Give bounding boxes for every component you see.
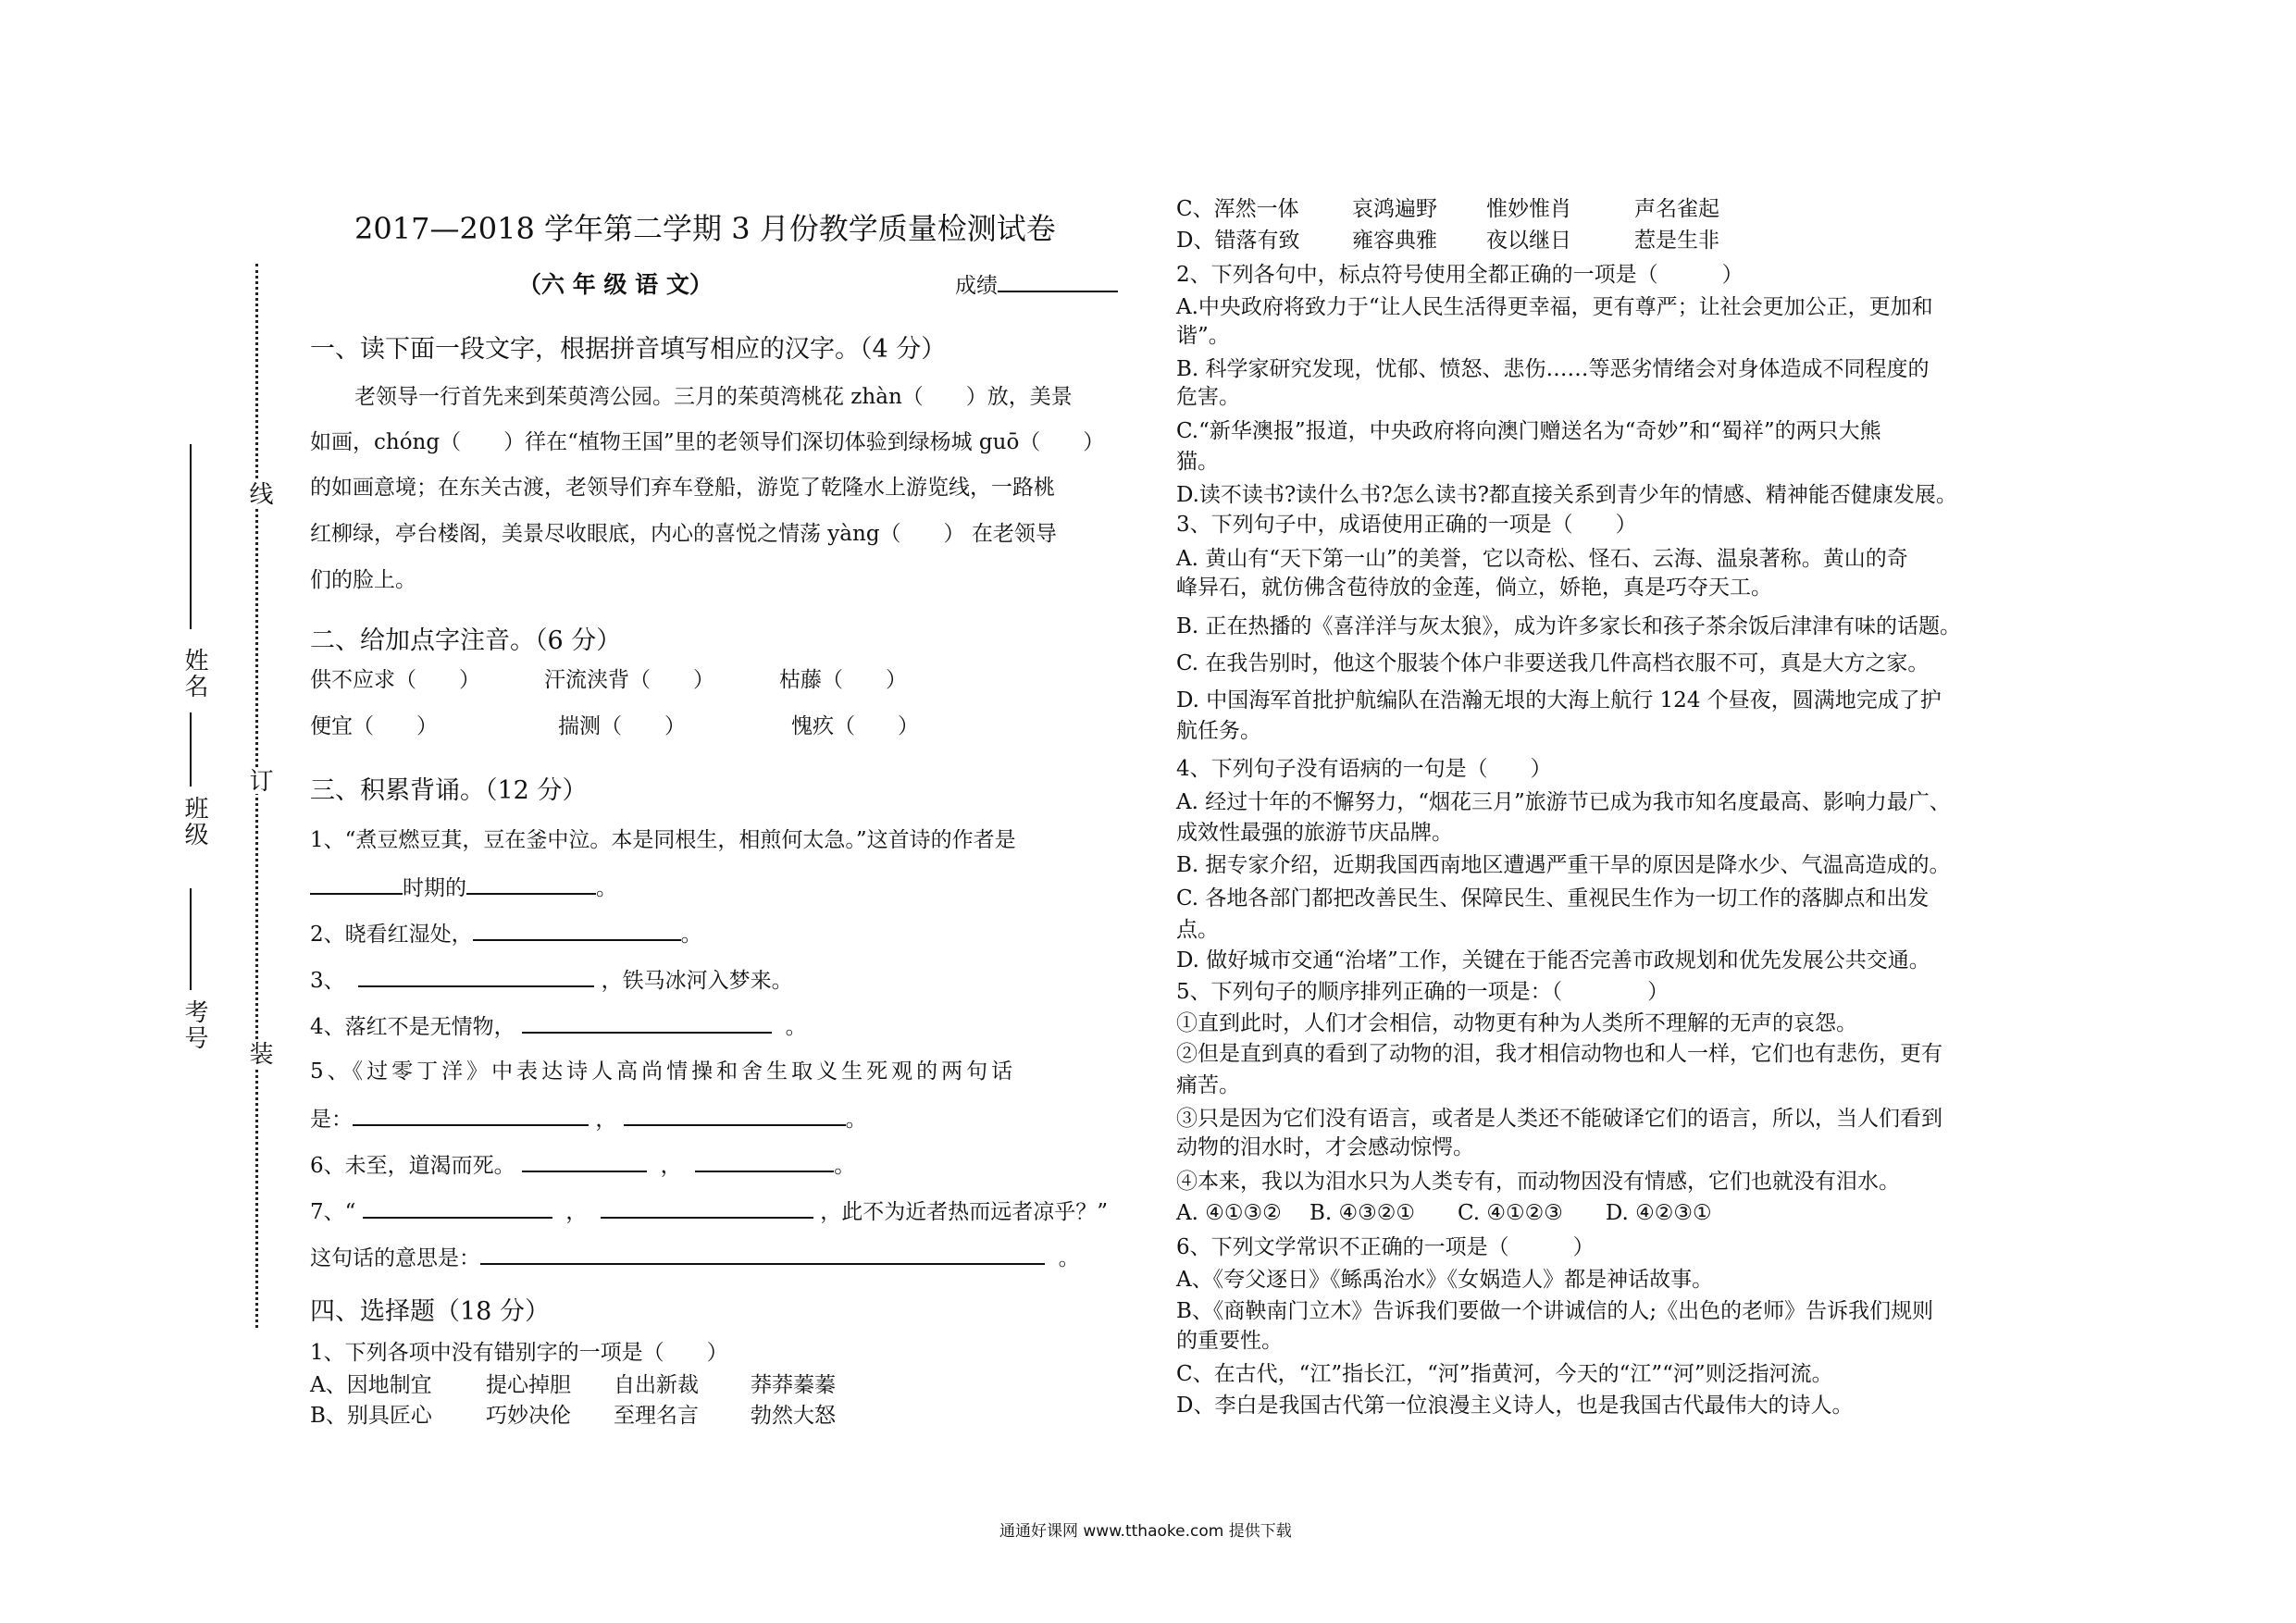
recite-q6-blank-2[interactable] — [695, 1150, 834, 1172]
right-line-19: B. 据专家介绍，近期我国西南地区遭遇严重干旱的原因是降水少、气温高造成的。 — [1176, 853, 1951, 877]
score-label — [955, 268, 1118, 299]
score-label-text: 成绩 — [955, 274, 998, 298]
recite-q3-text: 3、 — [310, 969, 345, 993]
recite-q7 — [310, 1196, 1108, 1226]
right-line-17: A. 经过十年的不懈努力，“烟花三月”旅游节已成为我市知名度最高、影响力最广、 — [1176, 790, 1951, 814]
recite-q7-meaning-blank[interactable] — [480, 1243, 1045, 1265]
choice-q1-option-a — [310, 1371, 836, 1399]
right-line-30: A. ④①③② B. ④③②① C. ④①②③ D. ④②③① — [1176, 1201, 1712, 1225]
right-line-5: 危害。 — [1176, 385, 1240, 409]
right-line-1: 2、下列各句中，标点符号使用全都正确的一项是（ ） — [1176, 263, 1744, 287]
footer-text: 通通好课网 www.tthaoke.com 提供下载 — [999, 1522, 1292, 1541]
binding-dotted-line — [255, 264, 258, 1328]
binding-mark-zhuang: 装 — [242, 1041, 277, 1067]
recite-q3 — [310, 965, 793, 995]
right-line-23: 5、下列句子的顺序排列正确的一项是：（ ） — [1176, 980, 1669, 1004]
right-line-3: 谐”。 — [1176, 324, 1230, 348]
recite-q4-end: 。 — [785, 1015, 807, 1039]
recite-q3-end: ，铁马冰河入梦来。 — [601, 969, 793, 993]
right-line-28: 动物的泪水时，才会感动惊愕。 — [1176, 1135, 1474, 1159]
option-b-3: 至理名言 — [614, 1404, 699, 1428]
recite-q4 — [310, 1011, 807, 1041]
section4-heading: 四、选择题（18 分） — [310, 1297, 550, 1326]
choice-q1-option-c — [1176, 195, 1719, 223]
class-line — [190, 712, 192, 787]
right-line-36: D、李白是我国古代第一位浪漫主义诗人，也是我国古代最伟大的诗人。 — [1176, 1394, 1854, 1418]
recite-q3-blank[interactable] — [358, 965, 594, 987]
recite-q7-meaning-label: 这句话的意思是： — [310, 1246, 480, 1270]
score-blank — [998, 270, 1118, 292]
recite-q5-end: 。 — [845, 1108, 867, 1132]
recite-q2 — [310, 919, 702, 948]
right-line-31: 6、下列文学常识不正确的一项是（ ） — [1176, 1235, 1595, 1259]
right-line-33: B、《商鞅南门立木》告诉我们要做一个讲诚信的人;《出色的老师》告诉我们规则 — [1176, 1299, 1934, 1323]
option-c-3: 惟妙惟肖 — [1486, 197, 1571, 221]
right-line-10: A. 黄山有“天下第一山”的美誉，它以奇松、怪石、云海、温泉著称。黄山的奇 — [1176, 547, 1908, 571]
recite-q4-text: 4、落红不是无情物， — [310, 1015, 515, 1039]
exam-number-label: 考号 — [180, 999, 208, 1051]
option-a-3: 自出新裁 — [614, 1373, 699, 1397]
recite-q7-mid: ， — [565, 1200, 588, 1224]
right-line-35: C、在古代，“江”指长江，“河”指黄河，今天的“江”“河”则泛指河流。 — [1176, 1362, 1833, 1386]
right-line-15: 航任务。 — [1176, 719, 1261, 743]
section1-line-3: 的如画意境；在东关古渡，老领导们弃车登船，游览了乾隆水上游览线，一路桃 — [310, 476, 1055, 500]
right-line-12: B. 正在热播的《喜洋洋与灰太狼》，成为许多家长和孩子茶余饭后津津有味的话题。 — [1176, 614, 1962, 638]
option-a-4: 莽莽蓁蓁 — [751, 1373, 836, 1397]
recite-q1-line2 — [310, 873, 617, 902]
recite-q7-text: 7、“ — [310, 1200, 356, 1224]
recite-q2-end: 。 — [680, 923, 702, 947]
recite-q5-label: 是： — [310, 1108, 353, 1132]
binding-mark-xian: 线 — [242, 481, 277, 507]
recite-q7-meaning-end: 。 — [1058, 1246, 1080, 1270]
option-a-1: A、因地制宜 — [310, 1373, 432, 1397]
option-d-3: 夜以继日 — [1486, 229, 1571, 253]
recite-q7-blank-2[interactable] — [601, 1196, 813, 1219]
recite-q6-text: 6、未至，道渴而死。 — [310, 1154, 515, 1178]
right-line-14: D. 中国海军首批护航编队在浩瀚无垠的大海上航行 124 个昼夜，圆满地完成了护 — [1176, 688, 1942, 712]
option-c-4: 声名雀起 — [1634, 197, 1719, 221]
section3-heading: 三、积累背诵。（12 分） — [310, 776, 588, 805]
option-a-2: 提心掉胆 — [486, 1373, 571, 1397]
recite-q1-mid: 时期的 — [403, 876, 466, 900]
page-subtitle: （六 年 级 语 文） — [518, 271, 713, 298]
recite-q6-end: 。 — [834, 1154, 856, 1178]
recite-q5-blank-2[interactable] — [624, 1104, 846, 1126]
recite-q2-blank[interactable] — [473, 919, 681, 941]
section1-line-1: 老领导一行首先来到茱萸湾公园。三月的茱萸湾桃花 zhàn（ ）放，美景 — [354, 385, 1073, 409]
right-line-25: ②但是直到真的看到了动物的泪，我才相信动物也和人一样，它们也有悲伤，更有 — [1176, 1042, 1942, 1066]
right-line-18: 成效性最强的旅游节庆品牌。 — [1176, 821, 1453, 845]
right-line-11: 峰异石，就仿佛含苞待放的金莲，倘立，娇艳，真是巧夺天工。 — [1176, 576, 1772, 600]
right-line-21: 点。 — [1176, 918, 1219, 942]
right-line-9: 3、下列句子中，成语使用正确的一项是（ ） — [1176, 513, 1637, 537]
option-c-2: 哀鸿遍野 — [1352, 197, 1437, 221]
right-line-16: 4、下列句子没有语病的一句是（ ） — [1176, 757, 1552, 781]
right-line-26: 痛苦。 — [1176, 1073, 1240, 1097]
choice-q1: 1、下列各项中没有错别字的一项是（ ） — [310, 1341, 728, 1365]
option-b-4: 勃然大怒 — [751, 1404, 836, 1428]
option-d-4: 惹是生非 — [1634, 229, 1719, 253]
pinyin-item-2: 汗流浃背（ ） — [544, 668, 714, 692]
right-line-8: D.读不读书?读什么书?怎么读书?都直接关系到青少年的情感、精神能否健康发展。 — [1176, 483, 1957, 507]
section1-line-5: 们的脸上。 — [310, 568, 416, 592]
right-line-34: 的重要性。 — [1176, 1329, 1283, 1353]
name-label: 姓名 — [180, 648, 208, 700]
recite-q1-blank-author[interactable] — [466, 873, 596, 895]
right-line-29: ④本来，我以为泪水只为人类专有，而动物因没有情感，它们也就没有泪水。 — [1176, 1170, 1900, 1194]
recite-q6-blank-1[interactable] — [522, 1150, 647, 1172]
section1-line-4: 红柳绿，亭台楼阁，美景尽收眼底，内心的喜悦之情荡 yàng（ ） 在老领导 — [310, 522, 1057, 546]
right-line-24: ①直到此时，人们才会相信，动物更有种为人类所不理解的无声的哀怨。 — [1176, 1011, 1857, 1035]
recite-q2-text: 2、晓看红湿处， — [310, 923, 473, 947]
recite-q6-mid: ， — [660, 1154, 682, 1178]
pinyin-item-3: 枯藤（ ） — [779, 668, 907, 692]
exam-number-line — [190, 888, 192, 990]
binding-mark-ding: 订 — [242, 768, 277, 794]
right-line-22: D. 做好城市交通“治堵”工作，关键在于能否完善市政规划和优先发展公共交通。 — [1176, 948, 1930, 973]
option-d-1: D、错落有致 — [1176, 229, 1300, 253]
choice-q1-option-d — [1176, 227, 1719, 254]
right-line-13: C. 在我告别时，他这个服装个体户非要送我几件高档衣服不可，真是大方之家。 — [1176, 651, 1930, 675]
right-line-4: B. 科学家研究发现，忧郁、愤怒、悲伤……等恶劣情绪会对身体造成不同程度的 — [1176, 357, 1930, 381]
option-d-2: 雍容典雅 — [1352, 229, 1437, 253]
right-line-32: A、《夸父逐日》《鲧禹治水》《女娲造人》都是神话故事。 — [1176, 1268, 1714, 1292]
recite-q1-line1: 1、“煮豆燃豆萁，豆在釜中泣。本是同根生，相煎何太急。”这首诗的作者是 — [310, 828, 1016, 852]
section1-heading: 一、读下面一段文字，根据拼音填写相应的汉字。（4 分） — [310, 335, 947, 364]
right-line-2: A.中央政府将致力于“让人民生活得更幸福，更有尊严；让社会更加公正，更加和 — [1176, 295, 1933, 319]
recite-q7-end: ，此不为近者热而远者凉乎？” — [820, 1200, 1109, 1224]
class-label: 班级 — [180, 796, 208, 848]
recite-q5-blank-1[interactable] — [353, 1104, 589, 1126]
option-b-1: B、别具匠心 — [310, 1404, 432, 1428]
right-line-7: 猫。 — [1176, 450, 1219, 474]
pinyin-item-1: 供不应求（ ） — [310, 668, 480, 692]
name-line — [190, 444, 192, 629]
right-line-6: C.“新华澳报”报道，中央政府将向澳门赠送名为“奇妙”和“蜀祥”的两只大熊 — [1176, 419, 1881, 443]
recite-q6 — [310, 1150, 855, 1180]
pinyin-item-6: 愧疚（ ） — [791, 714, 919, 738]
right-line-27: ③只是因为它们没有语言，或者是人类还不能破译它们的语言，所以，当人们看到 — [1176, 1107, 1942, 1131]
recite-q1-blank-dynasty[interactable] — [310, 873, 403, 895]
option-b-2: 巧妙决伦 — [486, 1404, 571, 1428]
choice-q1-option-b — [310, 1402, 836, 1430]
recite-q4-blank[interactable] — [522, 1011, 772, 1034]
section2-heading: 二、给加点字注音。（6 分） — [310, 626, 622, 655]
page-title: 2017—2018 学年第二学期 3 月份教学质量检测试卷 — [354, 211, 1056, 246]
pinyin-item-5: 揣测（ ） — [558, 714, 686, 738]
right-line-20: C. 各地各部门都把改善民生、保障民生、重视民生作为一切工作的落脚点和出发 — [1176, 886, 1930, 911]
option-c-1: C、浑然一体 — [1176, 197, 1299, 221]
recite-q5-line1: 5、《过零丁洋》中表达诗人高尚情操和舍生取义生死观的两句话 — [310, 1059, 1017, 1084]
recite-q1-end: 。 — [596, 876, 617, 900]
recite-q5-line2 — [310, 1104, 867, 1134]
recite-q7-meaning — [310, 1243, 1080, 1272]
recite-q7-blank-1[interactable] — [363, 1196, 552, 1219]
section1-line-2: 如画，chóng（ ）徉在“植物王国”里的老领导们深切体验到绿杨城 guō（ ） — [310, 430, 1105, 454]
pinyin-item-4: 便宜（ ） — [310, 714, 438, 738]
recite-q5-mid: ， — [595, 1108, 617, 1132]
